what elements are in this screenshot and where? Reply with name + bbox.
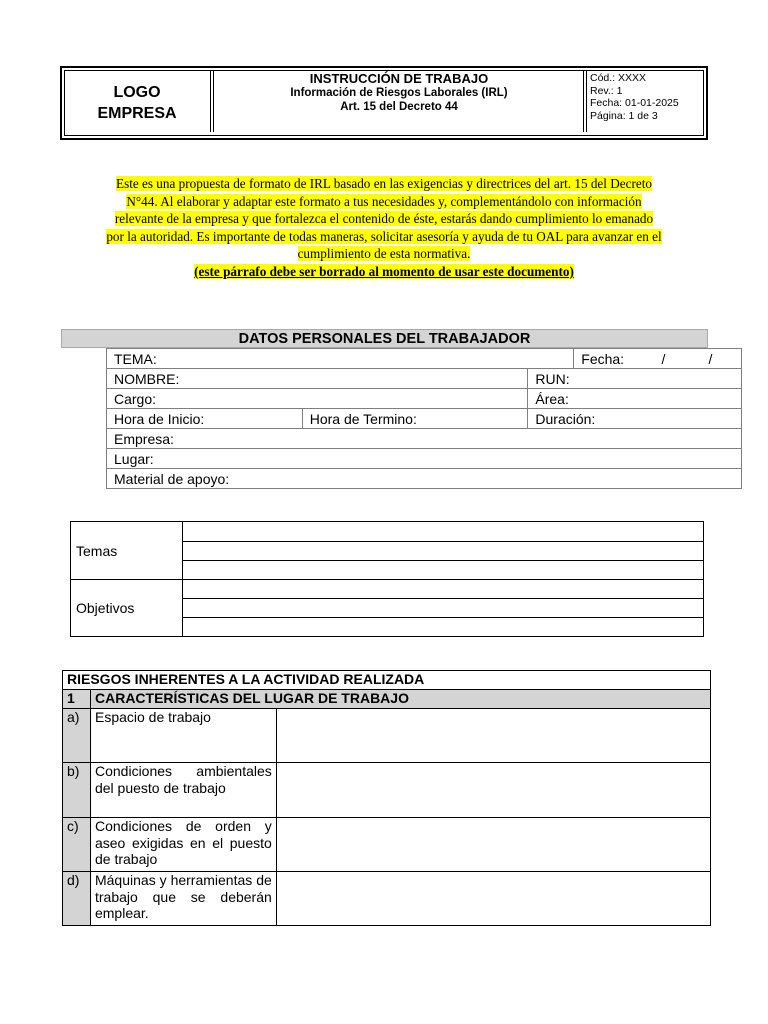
- row-tema: [107, 349, 742, 369]
- row-material: [107, 469, 742, 489]
- datos-personales-table: [106, 348, 742, 489]
- objetivos-label: Objetivos: [71, 580, 183, 637]
- temas-line-3[interactable]: [183, 561, 704, 580]
- fecha-slash-2: /: [708, 350, 713, 367]
- field-tema[interactable]: TEMA:: [107, 349, 574, 369]
- field-cargo[interactable]: Cargo:: [107, 389, 528, 409]
- row-empresa: [107, 429, 742, 449]
- notice-bold-text: (este párrafo debe ser borrado al momento de usar este documento): [194, 263, 574, 279]
- fecha-slash-1: /: [661, 350, 666, 367]
- meta-rev: Rev.: 1: [590, 84, 623, 97]
- item-description: Condiciones ambientales del puesto de trabajo: [90, 763, 276, 818]
- objetivos-line-2[interactable]: [183, 599, 704, 618]
- row-horas: [107, 409, 742, 429]
- riesgo-item: [63, 872, 711, 926]
- meta-cod: Cód.: XXXX: [590, 72, 647, 84]
- row-cargo: [107, 389, 742, 409]
- riesgo-item: [63, 709, 711, 763]
- riesgo-item: [63, 763, 711, 818]
- field-empresa[interactable]: Empresa:: [107, 429, 742, 449]
- temas-line-2[interactable]: [183, 542, 704, 561]
- item-letter: a): [63, 709, 91, 763]
- document-title-block: [216, 71, 582, 114]
- document-subtitle2: Art. 15 del Decreto 44: [340, 101, 458, 113]
- logo-line2: EMPRESA: [97, 105, 177, 122]
- document-subtitle: Información de Riesgos Laborales (IRL): [290, 87, 508, 99]
- company-logo: [64, 70, 210, 136]
- meta-pagina: Página: 1 de 3: [590, 109, 658, 122]
- meta-fecha: Fecha: 01-01-2025: [590, 97, 679, 109]
- field-fecha-label: Fecha:: [581, 350, 625, 367]
- field-duracion[interactable]: Duración:: [528, 409, 742, 429]
- field-nombre[interactable]: NOMBRE:: [107, 369, 528, 389]
- template-notice: [105, 175, 663, 281]
- header-divider-left: [210, 70, 214, 132]
- objetivos-line-1[interactable]: [183, 580, 704, 599]
- section-title: CARACTERÍSTICAS DEL LUGAR DE TRABAJO: [90, 690, 710, 709]
- document-meta: [590, 72, 706, 122]
- item-description: Condiciones de orden y aseo exigidas en el puesto de trabajo: [90, 818, 276, 872]
- item-response[interactable]: [276, 763, 710, 818]
- field-lugar[interactable]: Lugar:: [107, 449, 742, 469]
- item-description: Máquinas y herramientas de trabajo que se deberán emplear.: [90, 872, 276, 926]
- field-run[interactable]: RUN:: [528, 369, 742, 389]
- item-response[interactable]: [276, 709, 710, 763]
- datos-personales-title: DATOS PERSONALES DEL TRABAJADOR: [61, 329, 708, 348]
- objetivos-line-3[interactable]: [183, 618, 704, 637]
- temas-objetivos-table: [70, 521, 704, 637]
- section-number: 1: [63, 690, 91, 709]
- field-hora-termino[interactable]: Hora de Termino:: [302, 409, 528, 429]
- item-response[interactable]: [276, 872, 710, 926]
- riesgos-title: RIESGOS INHERENTES A LA ACTIVIDAD REALIZADA: [63, 671, 711, 690]
- logo-line1: LOGO: [113, 84, 161, 101]
- field-material-apoyo[interactable]: Material de apoyo:: [107, 469, 742, 489]
- header-divider-right: [583, 70, 587, 132]
- riesgos-table: [62, 670, 711, 926]
- row-nombre: [107, 369, 742, 389]
- document-title: INSTRUCCIÓN DE TRABAJO: [309, 71, 489, 86]
- item-letter: d): [63, 872, 91, 926]
- notice-text: Este es una propuesta de formato de IRL basado en las exigencias y directrices del art. 15 del Decreto N°44. Al elaborar y adaptar este formato a tus necesidades y, complementándolo con información relevante de la empresa y que fortalezca el contenido de éste, estarás dando cumplimiento lo emanado por la autoridad. Es importante de todas maneras, solicitar asesoría y ayuda de tu OAL para avanzar en el cumplimiento de esta normativa.: [106, 176, 662, 262]
- field-hora-inicio[interactable]: Hora de Inicio:: [107, 409, 303, 429]
- row-lugar: [107, 449, 742, 469]
- temas-label: Temas: [71, 522, 183, 580]
- item-response[interactable]: [276, 818, 710, 872]
- riesgo-item: [63, 818, 711, 872]
- temas-line-1[interactable]: [183, 522, 704, 542]
- field-fecha[interactable]: [574, 349, 742, 369]
- item-letter: c): [63, 818, 91, 872]
- item-letter: b): [63, 763, 91, 818]
- item-description: Espacio de trabajo: [90, 709, 276, 763]
- field-area[interactable]: Área:: [528, 389, 742, 409]
